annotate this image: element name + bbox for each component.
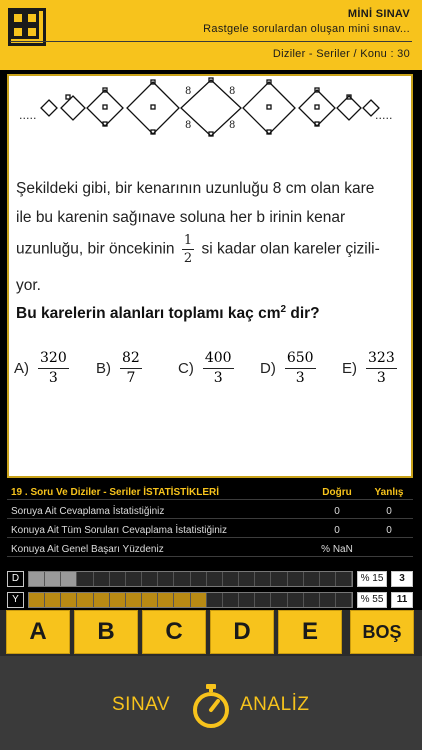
skip-button[interactable]: BOŞ [350, 610, 414, 654]
answer-a-button[interactable]: A [6, 610, 70, 654]
figure-dots-right: ..... [375, 109, 393, 122]
progress-segment [191, 593, 207, 607]
question-text [16, 174, 404, 300]
fraction-denominator: 3 [213, 369, 223, 386]
choice-b [96, 346, 145, 390]
progress-segment [126, 593, 142, 607]
grid-cell-icon [11, 11, 25, 25]
progress-track [28, 571, 353, 587]
answer-buttons [0, 610, 422, 656]
wrong-progress [7, 592, 413, 608]
progress-segment [110, 572, 126, 586]
success-percent-value: % NaN [321, 544, 353, 555]
stats-correct-value: 0 [334, 506, 340, 517]
header-bar [0, 0, 422, 70]
fraction-denominator: 2 [183, 251, 193, 266]
progress-segment [239, 572, 255, 586]
progress-segment [336, 572, 352, 586]
choice-label: C) [178, 359, 194, 377]
progress-segment [94, 593, 110, 607]
vertex-marker [315, 122, 319, 126]
vertex-marker [209, 132, 213, 136]
choice-label: A) [14, 359, 29, 377]
stats-correct-value: 0 [334, 525, 340, 536]
progress-segment [45, 593, 61, 607]
vertex-marker [151, 105, 155, 109]
choice-fraction [203, 349, 234, 388]
question-line-3 [16, 232, 404, 267]
question-line-4: yor. [16, 277, 41, 294]
progress-segment [191, 572, 207, 586]
page-subtitle: Rastgele sorulardan oluşan mini sınav... [203, 23, 410, 35]
question-line-3-end: si kadar olan kareler çizili- [201, 240, 380, 258]
bottom-bar [0, 656, 422, 750]
choice-label: D) [260, 359, 276, 377]
progress-segment [158, 572, 174, 586]
progress-segment [61, 572, 77, 586]
prompt-exponent: 2 [280, 304, 287, 315]
answer-d-button[interactable]: D [210, 610, 274, 654]
question-line-1: Şekildeki gibi, bir kenarının uzunluğu 8 cm olan kare [16, 180, 375, 197]
answer-e-button[interactable]: E [278, 610, 342, 654]
progress-segment [45, 572, 61, 586]
stats-row [7, 503, 413, 519]
grid-cell-icon [25, 25, 39, 39]
stats-row-label: Konuya Ait Tüm Soruları Cevaplama İstatistiğiniz [11, 525, 228, 536]
progress-segment [255, 572, 271, 586]
progress-segment [77, 572, 93, 586]
progress-segment [255, 593, 271, 607]
header-divider [10, 41, 412, 42]
vertex-marker [66, 95, 70, 99]
vertex-marker [103, 122, 107, 126]
vertex-marker [267, 130, 271, 134]
progress-segment [29, 593, 45, 607]
choice-fraction [38, 349, 69, 388]
square-shape [41, 100, 57, 116]
choice-fraction [366, 349, 397, 388]
side-label: 8 [229, 86, 236, 97]
stopwatch-icon[interactable] [190, 683, 232, 729]
fraction-denominator: 3 [295, 369, 305, 386]
progress-segment [288, 572, 304, 586]
wrong-header: Yanlış [374, 487, 404, 498]
side-label: 8 [185, 86, 192, 97]
progress-segment [304, 572, 320, 586]
progress-segment [320, 593, 336, 607]
choice-a [14, 346, 72, 390]
progress-segment [142, 572, 158, 586]
stats-row-label: Soruya Ait Cevaplama İstatistiğiniz [11, 506, 165, 517]
exam-link[interactable]: SINAV [112, 694, 171, 715]
progress-segment [174, 572, 190, 586]
progress-segment [126, 572, 142, 586]
square-shape [61, 96, 85, 120]
progress-segment [142, 593, 158, 607]
question-card [7, 74, 413, 478]
progress-segment [207, 572, 223, 586]
choice-e [342, 346, 400, 390]
squares-figure [9, 76, 411, 152]
grid-cell-icon [25, 11, 39, 25]
fraction-denominator: 3 [376, 369, 386, 386]
statistics-panel [7, 484, 413, 564]
half-fraction [182, 232, 194, 267]
stats-wrong-value: 0 [386, 506, 392, 517]
square-shape [243, 82, 295, 134]
analysis-link[interactable]: ANALİZ [240, 694, 310, 715]
progress-segment [61, 593, 77, 607]
progress-segment [271, 572, 287, 586]
stats-row [7, 522, 413, 538]
square-shape [87, 90, 123, 126]
progress-segment [271, 593, 287, 607]
fraction-numerator: 323 [366, 349, 397, 369]
progress-segment [304, 593, 320, 607]
progress-segment [288, 593, 304, 607]
answer-c-button[interactable]: C [142, 610, 206, 654]
fraction-denominator: 7 [126, 369, 136, 386]
grid-cell-icon [11, 25, 25, 39]
answer-choices [14, 346, 409, 390]
correct-header: Doğru [322, 487, 352, 498]
vertex-marker [151, 130, 155, 134]
side-label: 8 [185, 120, 192, 131]
progress-segment [77, 593, 93, 607]
fraction-numerator: 82 [120, 349, 142, 369]
question-line-2: ile bu karenin sağınave soluna her b irinin kenar [16, 209, 346, 226]
stats-row [7, 541, 413, 557]
progress-segment [336, 593, 352, 607]
square-shape [299, 90, 335, 126]
figure-dots-left: ..... [19, 109, 37, 122]
fraction-numerator: 1 [183, 233, 193, 248]
side-label: 8 [229, 120, 236, 131]
progress-segment [320, 572, 336, 586]
progress-segment [223, 593, 239, 607]
progress-count: 3 [391, 571, 413, 587]
correct-progress [7, 571, 413, 587]
stats-header-row [7, 484, 413, 500]
progress-segment [29, 572, 45, 586]
answer-b-button[interactable]: B [74, 610, 138, 654]
progress-letter: Y [7, 592, 24, 608]
question-line-3-start: uzunluğu, bir öncekinin [16, 240, 175, 258]
choice-fraction [285, 349, 316, 388]
vertex-marker [267, 105, 271, 109]
progress-segment [239, 593, 255, 607]
progress-segment [174, 593, 190, 607]
choice-label: E) [342, 359, 357, 377]
vertex-marker [315, 105, 319, 109]
choice-c [178, 346, 237, 390]
fraction-numerator: 320 [38, 349, 69, 369]
progress-track [28, 592, 353, 608]
stats-title: 19 . Soru Ve Diziler - Seriler İSTATİSTİKLERİ [11, 487, 220, 498]
fraction-denominator: 3 [48, 369, 58, 386]
choice-fraction [120, 349, 142, 388]
progress-segment [223, 572, 239, 586]
vertex-marker [103, 105, 107, 109]
page-title: MİNİ SINAV [347, 8, 410, 20]
choice-label: B) [96, 359, 111, 377]
stats-row-label: Konuya Ait Genel Başarı Yüzdeniz [11, 544, 164, 555]
square-shape [127, 82, 179, 134]
topic-label: Diziler - Seriler / Konu : 30 [272, 48, 410, 60]
question-prompt [16, 304, 320, 323]
progress-segment [207, 593, 223, 607]
stats-wrong-value: 0 [386, 525, 392, 536]
prompt-text: Bu karelerin alanları toplamı kaç cm [16, 305, 281, 323]
progress-letter: D [7, 571, 24, 587]
vertex-marker [347, 95, 351, 99]
progress-percent: % 55 [357, 592, 387, 608]
progress-segment [94, 572, 110, 586]
fraction-numerator: 650 [285, 349, 316, 369]
choice-d [260, 346, 319, 390]
progress-count: 11 [391, 592, 413, 608]
progress-segment [158, 593, 174, 607]
progress-segment [110, 593, 126, 607]
prompt-end: dir? [286, 305, 320, 323]
fraction-numerator: 400 [203, 349, 234, 369]
progress-percent: % 15 [357, 571, 387, 587]
